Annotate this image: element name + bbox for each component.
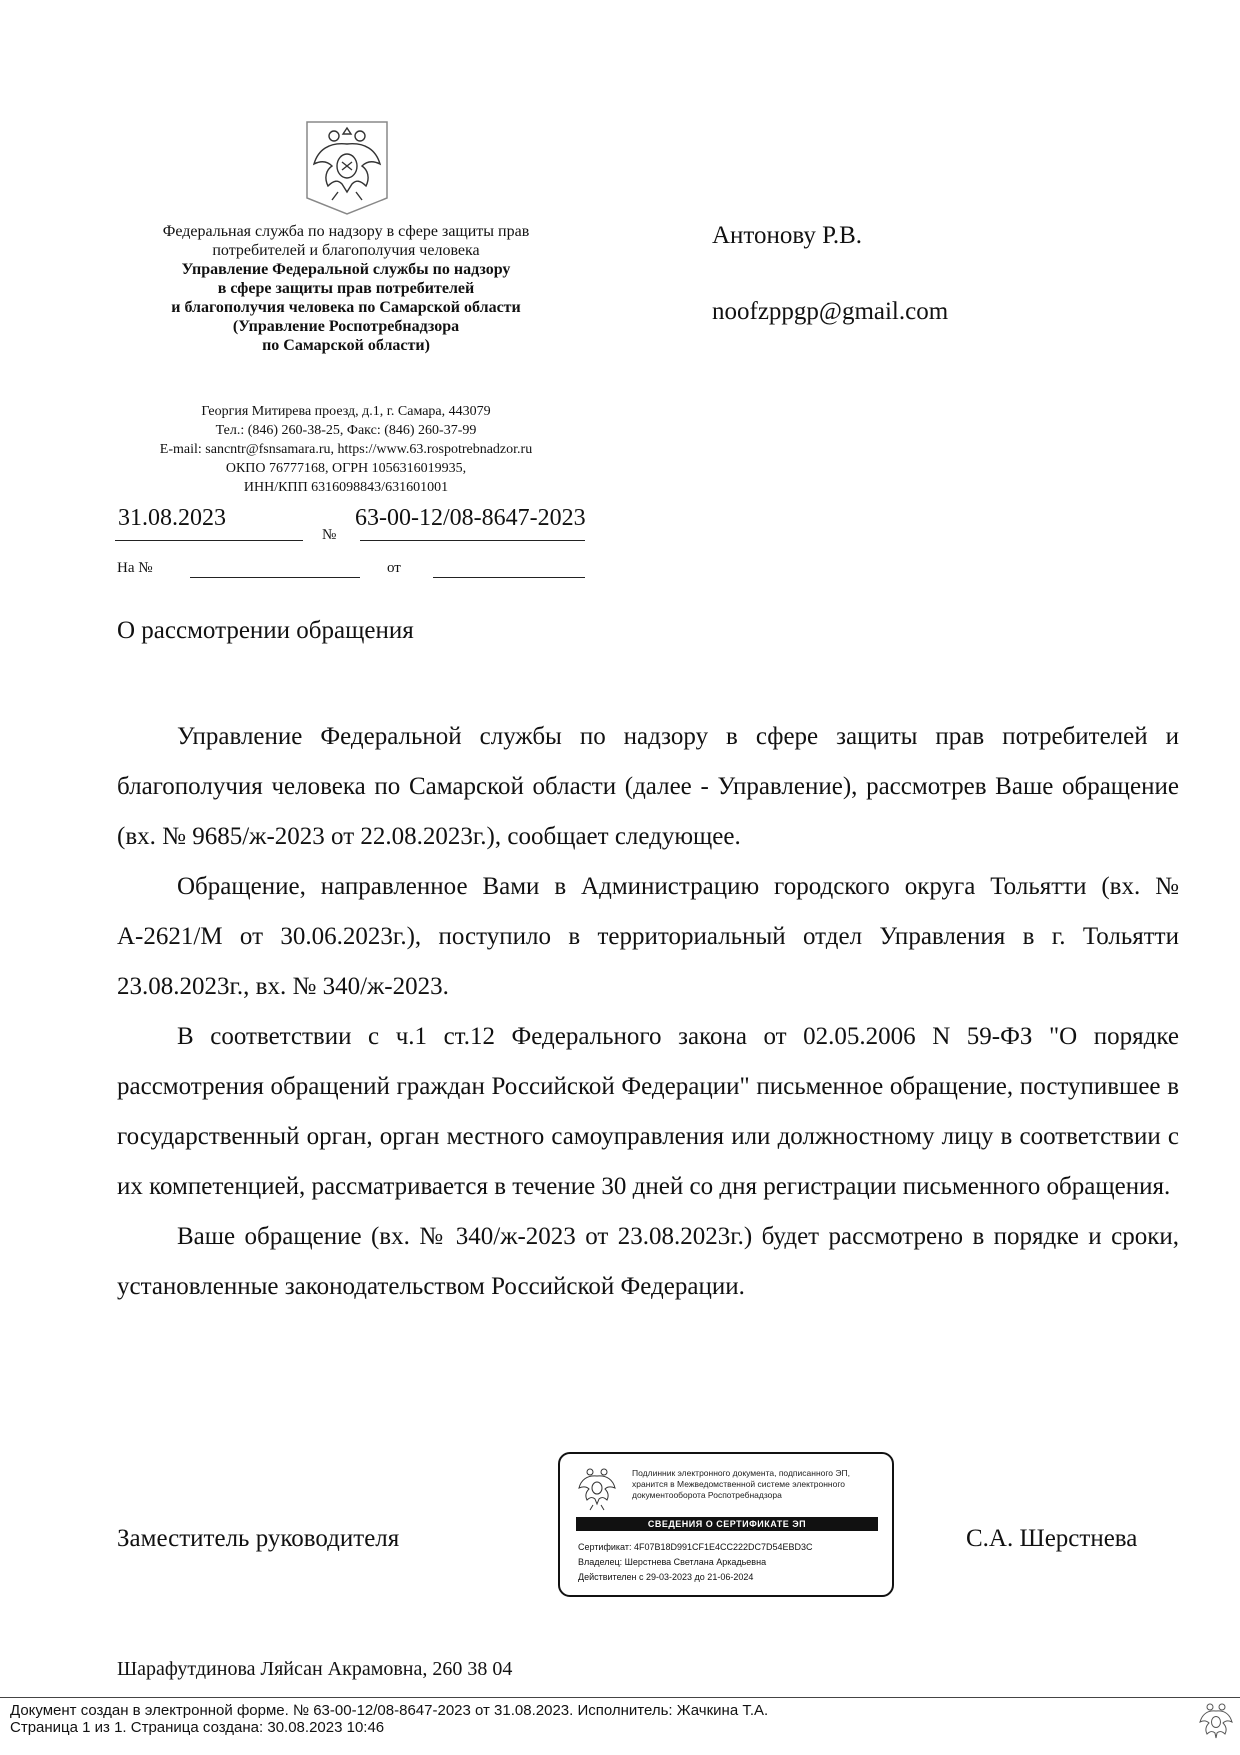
certificate-validity: Действителен с 29-03-2023 до 21-06-2024 [578, 1572, 754, 1582]
registration-row [115, 505, 635, 555]
letter-date: 31.08.2023 [118, 505, 226, 531]
number-sign: № [322, 527, 337, 543]
addressee-email: noofzppgp@gmail.com [712, 298, 949, 325]
certificate-owner: Владелец: Шерстнева Светлана Аркадьевна [578, 1557, 767, 1567]
reference-row [115, 560, 635, 582]
coat-of-arms-icon [574, 1464, 620, 1512]
email-line: E-mail: sancntr@fsnsamara.ru, https://www.63.rospotrebnadzor.ru [159, 442, 533, 457]
stamp-note-line: документооборота Роспотребнадзора [632, 1490, 782, 1500]
signatory-position: Заместитель руководителя [117, 1525, 400, 1552]
footer-document-info: Документ создан в электронной форме. № 63-00-12/08-8647-2023 от 31.08.2023. Исполнитель: Жачкина Т.А. [10, 1702, 769, 1719]
address-line: Георгия Митирева проезд, д.1, г. Самара, 443079 [201, 404, 491, 419]
reference-date-label: от [387, 560, 401, 576]
org-name-line: потребителей и благополучия человека [212, 242, 480, 259]
registration-number: 63-00-12/08-8647-2023 [355, 505, 586, 531]
electronic-signature-stamp [558, 1452, 894, 1597]
phone-line: Тел.: (846) 260-38-25, Факс: (846) 260-37-99 [215, 423, 477, 438]
registry-codes-line: ОКПО 76777168, ОГРН 1056316019935, [225, 461, 467, 476]
tax-codes-line: ИНН/КПП 6316098843/631601001 [243, 480, 449, 495]
reference-date-blank [433, 577, 585, 578]
letter-subject: О рассмотрении обращения [117, 617, 414, 644]
stamp-note-line: Подлинник электронного документа, подписанного ЭП, [632, 1468, 850, 1478]
reference-number-label: На № [117, 560, 153, 576]
coat-of-arms-icon [1196, 1700, 1236, 1746]
addressee-name: Антонову Р.В. [712, 222, 863, 249]
body-paragraph: Ваше обращение (вх. № 340/ж-2023 от 23.08.2023г.) будет рассмотрено в порядке и сроки, установленные законодательством Российской Федерации. [117, 1223, 1179, 1300]
stamp-note [632, 1468, 888, 1501]
letter-body [117, 712, 1179, 1312]
organization-header [105, 222, 587, 355]
org-department-line: в сфере защиты прав потребителей [217, 280, 475, 297]
stamp-note-line: хранится в Межведомственной системе электронного [632, 1479, 845, 1489]
executor-contact: Шарафутдинова Ляйсан Акрамовна, 260 38 04 [117, 1658, 513, 1680]
body-paragraph: Управление Федеральной службы по надзору в сфере защиты прав потребителей и благополучия человека по Самарской области (далее - Управление), рассмотрев Ваше обращение (вх. № 9685/ж-2023 от 22.08.2023г.), сообщает следующее. [117, 723, 1179, 850]
body-paragraph: В соответствии с ч.1 ст.12 Федерального закона от 02.05.2006 N 59-ФЗ "О порядке рассмотрения обращений граждан Российской Федерации" письменное обращение, поступившее в государственный орган, орган местного самоуправления или должностному лицу в соответствии с их компетенцией, рассматривается в течение 30 дней со дня регистрации письменного обращения. [117, 1023, 1179, 1200]
page-footer [10, 1702, 1160, 1736]
org-department-line: Управление Федеральной службы по надзору [181, 261, 511, 278]
number-underline [360, 540, 585, 541]
date-underline [115, 540, 303, 541]
org-department-line: и благополучия человека по Самарской области [171, 299, 521, 316]
org-department-line: по Самарской области) [262, 337, 430, 354]
stamp-header: СВЕДЕНИЯ О СЕРТИФИКАТЕ ЭП [576, 1517, 878, 1531]
body-paragraph: Обращение, направленное Вами в Администрацию городского округа Тольятти (вх. № А-2621/М от 30.06.2023г.), поступило в территориальный отдел Управления в г. Тольятти 23.08.2023г., вх. № 340/ж-2023. [117, 873, 1179, 1000]
certificate-details [578, 1540, 883, 1585]
certificate-id: Сертификат: 4F07B18D991CF1E4CC222DC7D54EBD3C [578, 1542, 813, 1552]
org-name-line: Федеральная служба по надзору в сфере защиты прав [162, 223, 530, 240]
footer-page-info: Страница 1 из 1. Страница создана: 30.08.2023 10:46 [10, 1719, 385, 1736]
coat-of-arms-icon [304, 120, 390, 216]
org-department-line: (Управление Роспотребнадзора [232, 318, 460, 335]
organization-contacts [105, 402, 587, 497]
footer-divider [0, 1697, 1240, 1698]
signatory-name: С.А. Шерстнева [966, 1525, 1138, 1552]
reference-number-blank [190, 577, 360, 578]
